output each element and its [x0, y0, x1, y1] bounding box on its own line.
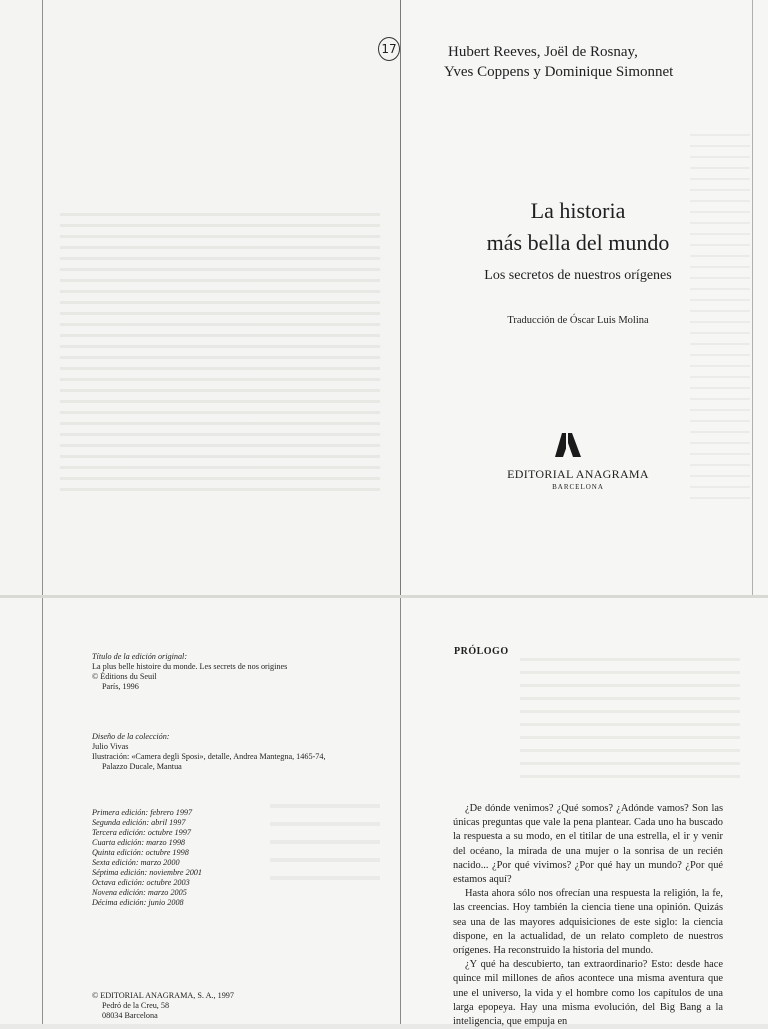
prologue-heading: PRÓLOGO	[454, 646, 509, 657]
design-label: Diseño de la colección:	[92, 732, 170, 741]
editions-list	[92, 808, 202, 908]
authors-line-1: Hubert Reeves, Joël de Rosnay,	[448, 44, 638, 60]
bleed-through-text	[60, 205, 380, 495]
edition-line: Séptima edición: noviembre 2001	[92, 868, 202, 877]
book-title-line-1: La historia	[530, 198, 626, 223]
address-line-2: 08034 Barcelona	[102, 1011, 158, 1020]
page-edge-line	[42, 0, 43, 595]
authors	[446, 42, 746, 82]
page-edge-line	[42, 598, 43, 1024]
book-title-line-2: más bella del mundo	[486, 230, 670, 255]
edition-line: Octava edición: octubre 2003	[92, 878, 190, 887]
original-place-year: París, 1996	[102, 682, 139, 691]
publisher-name: EDITORIAL ANAGRAMA	[507, 467, 649, 481]
original-publisher: © Éditions du Seuil	[92, 672, 157, 681]
book-title	[448, 195, 708, 259]
original-title: La plus belle histoire du monde. Les secrets de nos origines	[92, 662, 288, 671]
prologue-body	[453, 802, 723, 1029]
page-top-left	[0, 0, 400, 595]
address-line-1: Pedró de la Creu, 58	[102, 1001, 170, 1010]
bleed-through-text	[270, 790, 380, 890]
paragraph: Hasta ahora sólo nos ofrecían una respuesta la religión, la fe, las creencias. Hoy también la ciencia tiene una opinión. Quizás sea una de las mayores adquisiciones de este siglo: la ciencia dispone, en la actualidad, de un relato completo de nuestros orígenes. Ha reconstruido la historia del mundo.	[453, 888, 723, 957]
paragraph: ¿De dónde venimos? ¿Qué somos? ¿Adónde vamos? Son las únicas preguntas que vale la pena plantear. Cada uno ha buscado la respuesta a su modo, en el titilar de una estrella, el ir y venir del océano, la mirada de una mujer o la sonrisa de un recién nacido... ¿Por qué vivimos? ¿Por qué hay un mundo? ¿Por qué estamos aquí?	[453, 803, 723, 886]
edition-line: Quinta edición: octubre 1998	[92, 848, 189, 857]
illustration-line-1: Ilustración: «Camera degli Sposi», detalle, Andrea Mantegna, 1465-74,	[92, 752, 326, 761]
edition-line: Segunda edición: abril 1997	[92, 818, 186, 827]
edition-line: Tercera edición: octubre 1997	[92, 828, 191, 837]
design-block	[92, 732, 326, 772]
edition-line: Novena edición: marzo 2005	[92, 888, 187, 897]
edition-line: Sexta edición: marzo 2000	[92, 858, 180, 867]
edition-line: Cuarta edición: marzo 1998	[92, 838, 186, 847]
edition-line: Primera edición: febrero 1997	[92, 808, 193, 817]
page-number-mark: 17	[378, 37, 400, 61]
original-edition-block	[92, 652, 287, 692]
anagrama-logo-icon	[555, 433, 581, 462]
publisher-city: BARCELONA	[552, 483, 604, 491]
translation-credit: Traducción de Óscar Luis Molina	[507, 315, 649, 326]
copyright-line: © EDITORIAL ANAGRAMA, S. A., 1997	[92, 991, 234, 1000]
bleed-through-text	[520, 648, 740, 788]
copyright-block	[92, 991, 234, 1021]
authors-line-2: Yves Coppens y Dominique Simonnet	[444, 64, 674, 80]
illustration-line-2: Palazzo Ducale, Mantua	[102, 762, 182, 771]
edition-line: Décima edición: junio 2008	[92, 898, 184, 907]
page-edge-line	[752, 0, 753, 595]
book-subtitle: Los secretos de nuestros orígenes	[484, 268, 672, 283]
original-edition-label: Título de la edición original:	[92, 652, 188, 661]
paragraph: ¿Y qué ha descubierto, tan extraordinario? Esto: desde hace quince mil millones de años acontece una misma aventura que une el universo, la vida y el hombre como los capítulos de una larga epopeya. Hay una misma evolución, del Big Bang a la inteligencia, que empuja en	[453, 959, 723, 1028]
designer-name: Julio Vivas	[92, 742, 129, 751]
